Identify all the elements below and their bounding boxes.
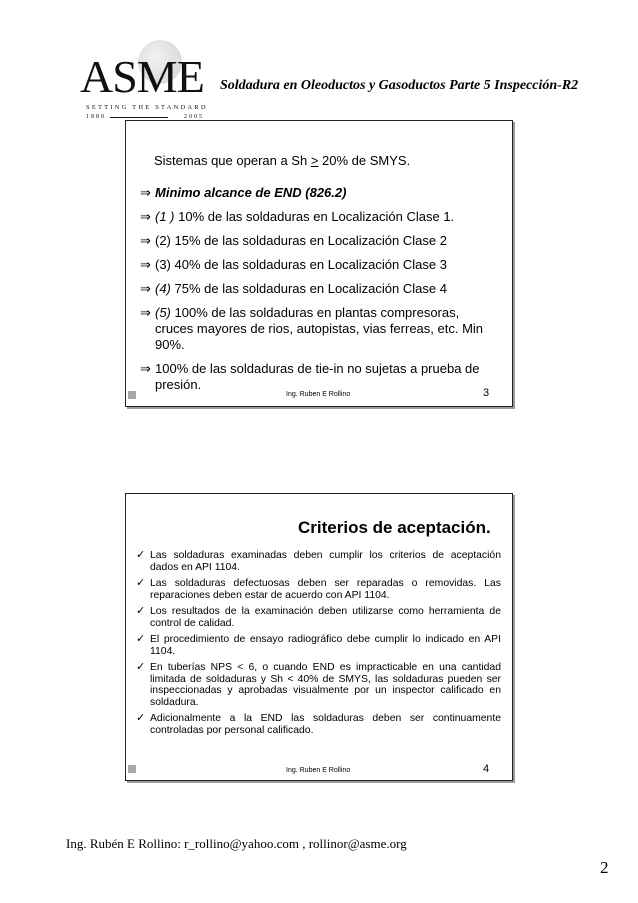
item-lead: (4)	[155, 281, 171, 296]
intro-text: Sistemas que operan a Sh	[154, 153, 311, 168]
corner-square	[128, 765, 136, 773]
item-text: (3) 40% de las soldaduras en Localización Clase 3	[155, 257, 447, 272]
logo-year-start: 1880	[86, 114, 106, 120]
slide-4-list	[136, 550, 501, 741]
list-item	[140, 281, 500, 297]
item-lead: Minimo alcance de END (826.2)	[155, 185, 347, 200]
list-item	[136, 578, 501, 601]
logo-tagline: SETTING THE STANDARD	[86, 104, 208, 111]
logo-year-end: 2005	[184, 114, 204, 120]
slide-title: Criterios de aceptación.	[298, 518, 491, 537]
checkmark-icon: ✓	[136, 577, 146, 589]
item-text: 75% de las soldaduras en Localización Clase 4	[170, 281, 447, 296]
item-text: El procedimiento de ensayo radiográfico debe cumplir lo indicado en API 1104.	[150, 634, 501, 657]
logo-word: ASME	[80, 51, 204, 102]
asme-logo	[80, 40, 210, 120]
arrow-icon: ⇒	[140, 305, 151, 320]
checkmark-icon: ✓	[136, 605, 146, 617]
list-item	[140, 209, 500, 225]
slide-3-list	[140, 185, 500, 401]
corner-square	[128, 391, 136, 399]
slide-intro	[154, 153, 410, 168]
item-text: (2) 15% de las soldaduras en Localización Clase 2	[155, 233, 447, 248]
arrow-icon: ⇒	[140, 361, 151, 376]
list-item	[136, 662, 501, 708]
item-lead: (1 )	[155, 209, 175, 224]
item-text: 100% de las soldaduras en plantas compresoras, cruces mayores de rios, autopistas, vias ferreas, etc. Min 90%.	[155, 305, 484, 352]
list-item	[136, 606, 501, 629]
item-text: Las soldaduras defectuosas deben ser reparadas o removidas. Las reparaciones deben estar de acuerdo con API 1104.	[150, 578, 501, 601]
page-number: 2	[600, 858, 609, 877]
slide-footer: Ing. Ruben E Rollino	[286, 391, 351, 398]
item-text: 100% de las soldaduras de tie-in no sujetas a prueba de presión.	[155, 361, 480, 392]
checkmark-icon: ✓	[136, 661, 146, 673]
item-text: Los resultados de la examinación deben utilizarse como herramienta de control de calidad.	[150, 606, 501, 629]
checkmark-icon: ✓	[136, 549, 146, 561]
slide-number: 3	[483, 387, 490, 399]
arrow-icon: ⇒	[140, 185, 151, 200]
list-item	[136, 550, 501, 573]
list-item	[136, 634, 501, 657]
list-item	[136, 713, 501, 736]
checkmark-icon: ✓	[136, 633, 146, 645]
document-title: Soldadura en Oleoductos y Gasoductos Parte 5 Inspección-R2	[220, 78, 579, 93]
arrow-icon: ⇒	[140, 209, 151, 224]
list-item	[140, 185, 500, 201]
item-lead: (5)	[155, 305, 171, 320]
slide-footer: Ing. Ruben E Rollino	[286, 767, 351, 774]
ge-symbol: >	[310, 153, 319, 168]
author-contact: Ing. Rubén E Rollino: r_rollino@yahoo.com , rollinor@asme.org	[66, 836, 407, 851]
list-item	[140, 233, 500, 249]
slide-number: 4	[483, 763, 490, 775]
logo-rule	[110, 117, 168, 118]
checkmark-icon: ✓	[136, 712, 146, 724]
list-item	[140, 257, 500, 273]
intro-text-end: 20% de SMYS.	[318, 153, 411, 168]
item-text: Adicionalmente a la END las soldaduras deben ser continuamente controladas por personal calificado.	[150, 713, 501, 736]
arrow-icon: ⇒	[140, 281, 151, 296]
slide-4	[125, 493, 513, 781]
slide-3	[125, 120, 513, 407]
arrow-icon: ⇒	[140, 233, 151, 248]
list-item	[140, 361, 500, 393]
arrow-icon: ⇒	[140, 257, 151, 272]
item-text: 10% de las soldaduras en Localización Clase 1.	[174, 209, 455, 224]
item-text: Las soldaduras examinadas deben cumplir los criterios de aceptación dados en API 1104.	[150, 550, 501, 573]
item-text: En tuberías NPS < 6, o cuando END es impracticable en una cantidad limitada de soldaduras y Sh < 40% de SMYS, las soldaduras pueden ser inspeccionadas y aprobadas visualmente por un inspector calificado en soldadura.	[150, 662, 501, 708]
list-item	[140, 305, 500, 353]
